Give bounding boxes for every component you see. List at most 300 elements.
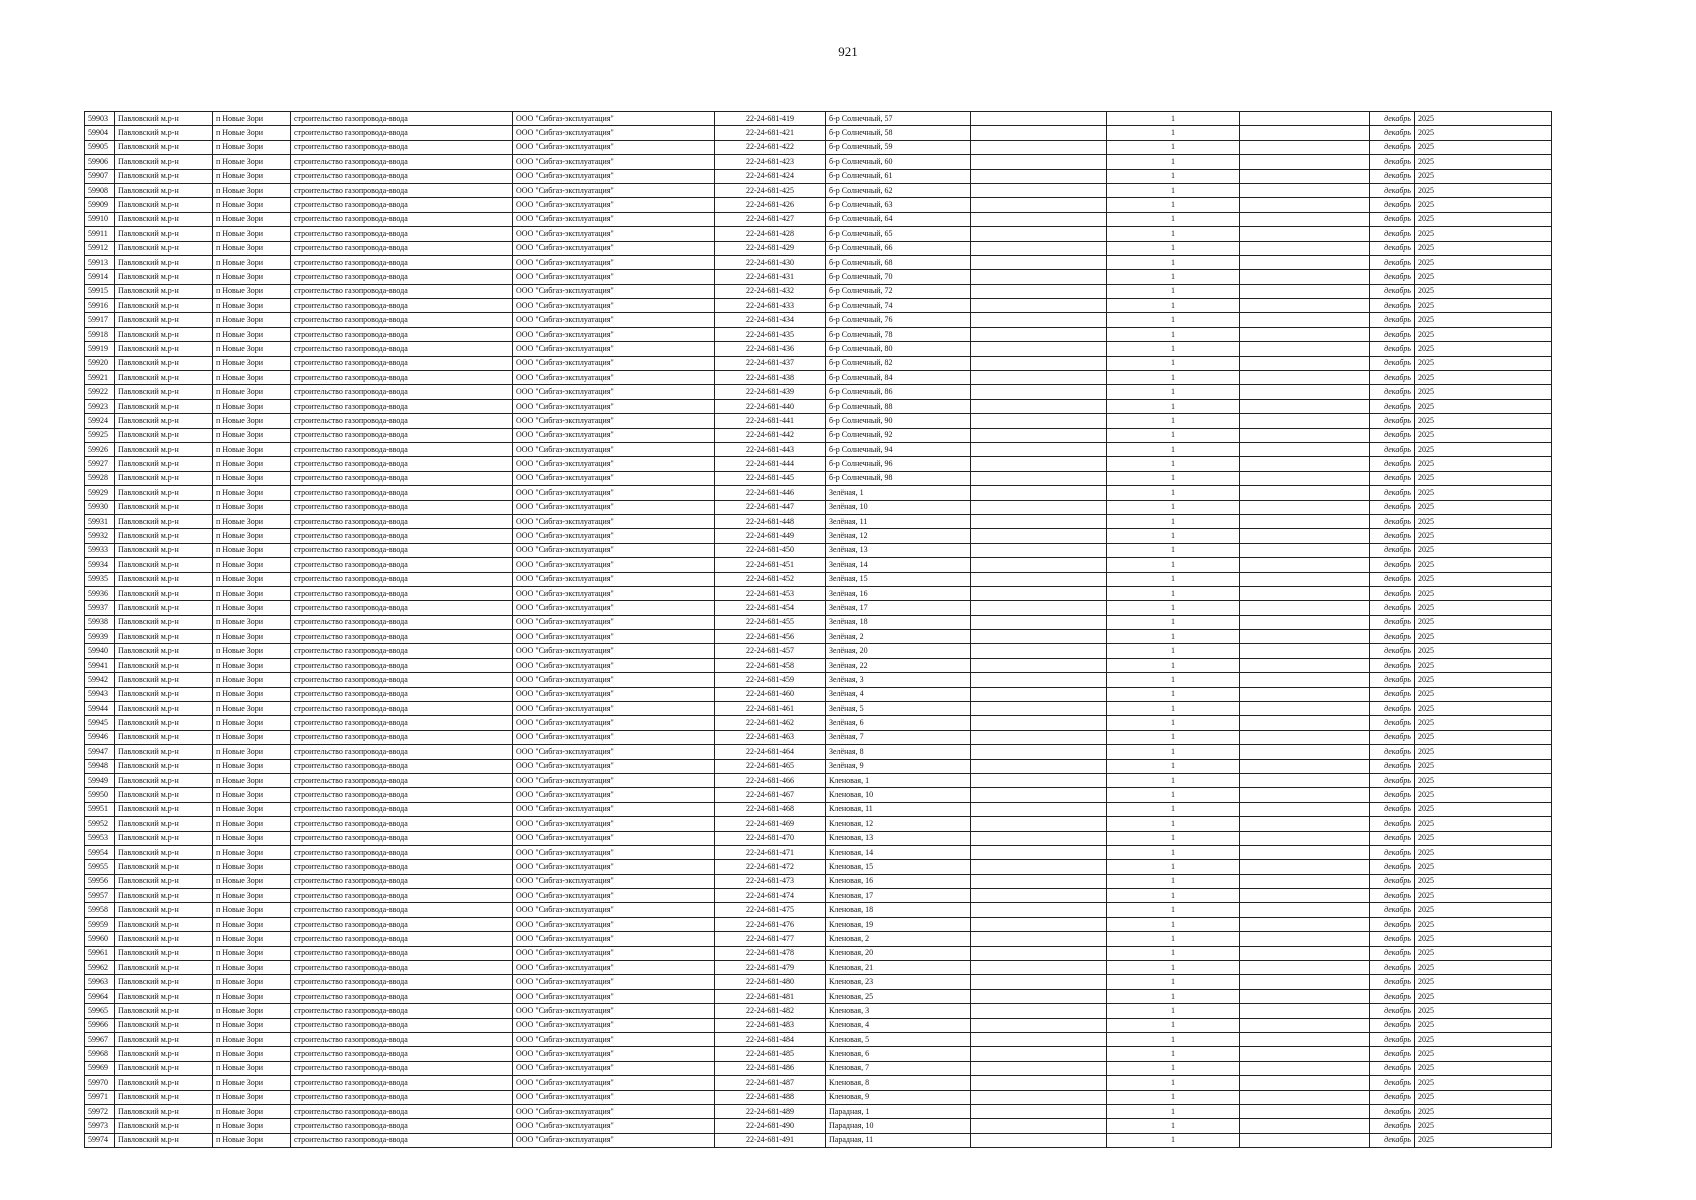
district-cell: Павловский м.р-н <box>115 442 213 456</box>
empty-cell <box>1240 702 1370 716</box>
locality-cell: п Новые Зори <box>213 514 291 528</box>
month-cell: декабрь <box>1370 112 1415 126</box>
year-cell: 2025 <box>1415 889 1552 903</box>
address-cell: Кленовая, 6 <box>826 1047 971 1061</box>
month-cell: декабрь <box>1370 385 1415 399</box>
locality-cell: п Новые Зори <box>213 1061 291 1075</box>
locality-cell: п Новые Зори <box>213 1119 291 1133</box>
organization-cell: ООО "Сибгаз-эксплуатация" <box>513 802 715 816</box>
cadastral-number-cell: 22-24-681-419 <box>715 112 826 126</box>
address-cell: Кленовая, 19 <box>826 917 971 931</box>
locality-cell: п Новые Зори <box>213 687 291 701</box>
work-type-cell: строительство газопровода-ввода <box>291 356 513 370</box>
quantity-cell: 1 <box>1107 371 1240 385</box>
month-cell: декабрь <box>1370 702 1415 716</box>
address-cell: б-р Солнечный, 94 <box>826 442 971 456</box>
quantity-cell: 1 <box>1107 586 1240 600</box>
table-row <box>85 1133 1552 1147</box>
row-number-cell: 59972 <box>85 1104 115 1118</box>
empty-cell <box>1240 486 1370 500</box>
year-cell: 2025 <box>1415 327 1552 341</box>
cadastral-number-cell: 22-24-681-444 <box>715 457 826 471</box>
year-cell: 2025 <box>1415 529 1552 543</box>
locality-cell: п Новые Зори <box>213 903 291 917</box>
table-row <box>85 169 1552 183</box>
month-cell: декабрь <box>1370 860 1415 874</box>
address-cell: Кленовая, 18 <box>826 903 971 917</box>
organization-cell: ООО "Сибгаз-эксплуатация" <box>513 687 715 701</box>
cadastral-number-cell: 22-24-681-463 <box>715 730 826 744</box>
year-cell: 2025 <box>1415 1033 1552 1047</box>
year-cell: 2025 <box>1415 572 1552 586</box>
quantity-cell: 1 <box>1107 644 1240 658</box>
locality-cell: п Новые Зори <box>213 471 291 485</box>
row-number-cell: 59940 <box>85 644 115 658</box>
cadastral-number-cell: 22-24-681-435 <box>715 327 826 341</box>
row-number-cell: 59967 <box>85 1033 115 1047</box>
work-type-cell: строительство газопровода-ввода <box>291 442 513 456</box>
year-cell: 2025 <box>1415 644 1552 658</box>
work-type-cell: строительство газопровода-ввода <box>291 342 513 356</box>
table-row <box>85 299 1552 313</box>
organization-cell: ООО "Сибгаз-эксплуатация" <box>513 1119 715 1133</box>
table-row <box>85 961 1552 975</box>
row-number-cell: 59905 <box>85 140 115 154</box>
address-cell: Кленовая, 8 <box>826 1076 971 1090</box>
quantity-cell: 1 <box>1107 630 1240 644</box>
locality-cell: п Новые Зори <box>213 759 291 773</box>
organization-cell: ООО "Сибгаз-эксплуатация" <box>513 313 715 327</box>
organization-cell: ООО "Сибгаз-эксплуатация" <box>513 514 715 528</box>
year-cell: 2025 <box>1415 874 1552 888</box>
empty-cell <box>1240 227 1370 241</box>
work-type-cell: строительство газопровода-ввода <box>291 961 513 975</box>
district-cell: Павловский м.р-н <box>115 831 213 845</box>
table-row <box>85 601 1552 615</box>
month-cell: декабрь <box>1370 572 1415 586</box>
empty-cell <box>1240 615 1370 629</box>
organization-cell: ООО "Сибгаз-эксплуатация" <box>513 442 715 456</box>
row-number-cell: 59926 <box>85 442 115 456</box>
month-cell: декабрь <box>1370 284 1415 298</box>
address-cell: Кленовая, 2 <box>826 932 971 946</box>
organization-cell: ООО "Сибгаз-эксплуатация" <box>513 831 715 845</box>
locality-cell: п Новые Зори <box>213 327 291 341</box>
address-cell: б-р Солнечный, 84 <box>826 371 971 385</box>
table-row <box>85 270 1552 284</box>
district-cell: Павловский м.р-н <box>115 903 213 917</box>
empty-cell <box>1240 1076 1370 1090</box>
district-cell: Павловский м.р-н <box>115 917 213 931</box>
district-cell: Павловский м.р-н <box>115 1133 213 1147</box>
district-cell: Павловский м.р-н <box>115 284 213 298</box>
organization-cell: ООО "Сибгаз-эксплуатация" <box>513 874 715 888</box>
locality-cell: п Новые Зори <box>213 399 291 413</box>
row-number-cell: 59956 <box>85 874 115 888</box>
table-row <box>85 155 1552 169</box>
district-cell: Павловский м.р-н <box>115 644 213 658</box>
row-number-cell: 59971 <box>85 1090 115 1104</box>
address-cell: б-р Солнечный, 57 <box>826 112 971 126</box>
address-cell: Кленовая, 16 <box>826 874 971 888</box>
address-cell: б-р Солнечный, 64 <box>826 212 971 226</box>
organization-cell: ООО "Сибгаз-эксплуатация" <box>513 788 715 802</box>
empty-cell <box>971 773 1107 787</box>
month-cell: декабрь <box>1370 788 1415 802</box>
quantity-cell: 1 <box>1107 284 1240 298</box>
cadastral-number-cell: 22-24-681-459 <box>715 673 826 687</box>
empty-cell <box>1240 299 1370 313</box>
district-cell: Павловский м.р-н <box>115 989 213 1003</box>
locality-cell: п Новые Зори <box>213 543 291 557</box>
district-cell: Павловский м.р-н <box>115 1119 213 1133</box>
empty-cell <box>971 140 1107 154</box>
quantity-cell: 1 <box>1107 342 1240 356</box>
month-cell: декабрь <box>1370 558 1415 572</box>
month-cell: декабрь <box>1370 529 1415 543</box>
quantity-cell: 1 <box>1107 946 1240 960</box>
table-row <box>85 586 1552 600</box>
district-cell: Павловский м.р-н <box>115 558 213 572</box>
work-type-cell: строительство газопровода-ввода <box>291 471 513 485</box>
cadastral-number-cell: 22-24-681-477 <box>715 932 826 946</box>
organization-cell: ООО "Сибгаз-эксплуатация" <box>513 169 715 183</box>
month-cell: декабрь <box>1370 773 1415 787</box>
work-type-cell: строительство газопровода-ввода <box>291 932 513 946</box>
locality-cell: п Новые Зори <box>213 817 291 831</box>
district-cell: Павловский м.р-н <box>115 975 213 989</box>
cadastral-number-cell: 22-24-681-421 <box>715 126 826 140</box>
registry-table <box>84 111 1552 1148</box>
empty-cell <box>1240 932 1370 946</box>
address-cell: Зелёная, 6 <box>826 716 971 730</box>
address-cell: б-р Солнечный, 98 <box>826 471 971 485</box>
month-cell: декабрь <box>1370 183 1415 197</box>
empty-cell <box>971 442 1107 456</box>
cadastral-number-cell: 22-24-681-422 <box>715 140 826 154</box>
row-number-cell: 59960 <box>85 932 115 946</box>
table-row <box>85 1090 1552 1104</box>
cadastral-number-cell: 22-24-681-484 <box>715 1033 826 1047</box>
district-cell: Павловский м.р-н <box>115 486 213 500</box>
locality-cell: п Новые Зори <box>213 183 291 197</box>
work-type-cell: строительство газопровода-ввода <box>291 255 513 269</box>
cadastral-number-cell: 22-24-681-473 <box>715 874 826 888</box>
table-row <box>85 946 1552 960</box>
month-cell: декабрь <box>1370 198 1415 212</box>
table-row <box>85 486 1552 500</box>
table-row <box>85 442 1552 456</box>
month-cell: декабрь <box>1370 255 1415 269</box>
cadastral-number-cell: 22-24-681-466 <box>715 773 826 787</box>
organization-cell: ООО "Сибгаз-эксплуатация" <box>513 385 715 399</box>
row-number-cell: 59906 <box>85 155 115 169</box>
cadastral-number-cell: 22-24-681-486 <box>715 1061 826 1075</box>
year-cell: 2025 <box>1415 457 1552 471</box>
organization-cell: ООО "Сибгаз-эксплуатация" <box>513 198 715 212</box>
year-cell: 2025 <box>1415 342 1552 356</box>
empty-cell <box>971 946 1107 960</box>
empty-cell <box>1240 989 1370 1003</box>
cadastral-number-cell: 22-24-681-488 <box>715 1090 826 1104</box>
locality-cell: п Новые Зори <box>213 644 291 658</box>
row-number-cell: 59928 <box>85 471 115 485</box>
row-number-cell: 59904 <box>85 126 115 140</box>
address-cell: Зелёная, 9 <box>826 759 971 773</box>
district-cell: Павловский м.р-н <box>115 1047 213 1061</box>
empty-cell <box>1240 572 1370 586</box>
empty-cell <box>1240 241 1370 255</box>
work-type-cell: строительство газопровода-ввода <box>291 946 513 960</box>
address-cell: Зелёная, 10 <box>826 500 971 514</box>
organization-cell: ООО "Сибгаз-эксплуатация" <box>513 356 715 370</box>
district-cell: Павловский м.р-н <box>115 255 213 269</box>
work-type-cell: строительство газопровода-ввода <box>291 371 513 385</box>
locality-cell: п Новые Зори <box>213 1090 291 1104</box>
organization-cell: ООО "Сибгаз-эксплуатация" <box>513 1047 715 1061</box>
row-number-cell: 59962 <box>85 961 115 975</box>
organization-cell: ООО "Сибгаз-эксплуатация" <box>513 270 715 284</box>
district-cell: Павловский м.р-н <box>115 730 213 744</box>
quantity-cell: 1 <box>1107 745 1240 759</box>
month-cell: декабрь <box>1370 1004 1415 1018</box>
cadastral-number-cell: 22-24-681-427 <box>715 212 826 226</box>
cadastral-number-cell: 22-24-681-440 <box>715 399 826 413</box>
work-type-cell: строительство газопровода-ввода <box>291 1033 513 1047</box>
table-row <box>85 198 1552 212</box>
quantity-cell: 1 <box>1107 903 1240 917</box>
address-cell: б-р Солнечный, 72 <box>826 284 971 298</box>
cadastral-number-cell: 22-24-681-423 <box>715 155 826 169</box>
empty-cell <box>971 1018 1107 1032</box>
quantity-cell: 1 <box>1107 1119 1240 1133</box>
row-number-cell: 59911 <box>85 227 115 241</box>
cadastral-number-cell: 22-24-681-480 <box>715 975 826 989</box>
month-cell: декабрь <box>1370 442 1415 456</box>
work-type-cell: строительство газопровода-ввода <box>291 658 513 672</box>
row-number-cell: 59915 <box>85 284 115 298</box>
locality-cell: п Новые Зори <box>213 615 291 629</box>
organization-cell: ООО "Сибгаз-эксплуатация" <box>513 1018 715 1032</box>
quantity-cell: 1 <box>1107 500 1240 514</box>
empty-cell <box>971 745 1107 759</box>
empty-cell <box>971 630 1107 644</box>
row-number-cell: 59942 <box>85 673 115 687</box>
year-cell: 2025 <box>1415 1047 1552 1061</box>
row-number-cell: 59946 <box>85 730 115 744</box>
work-type-cell: строительство газопровода-ввода <box>291 112 513 126</box>
quantity-cell: 1 <box>1107 1018 1240 1032</box>
cadastral-number-cell: 22-24-681-437 <box>715 356 826 370</box>
district-cell: Павловский м.р-н <box>115 630 213 644</box>
quantity-cell: 1 <box>1107 773 1240 787</box>
empty-cell <box>1240 198 1370 212</box>
address-cell: б-р Солнечный, 90 <box>826 414 971 428</box>
work-type-cell: строительство газопровода-ввода <box>291 673 513 687</box>
table-row <box>85 428 1552 442</box>
work-type-cell: строительство газопровода-ввода <box>291 989 513 1003</box>
work-type-cell: строительство газопровода-ввода <box>291 558 513 572</box>
quantity-cell: 1 <box>1107 1090 1240 1104</box>
month-cell: декабрь <box>1370 687 1415 701</box>
cadastral-number-cell: 22-24-681-487 <box>715 1076 826 1090</box>
cadastral-number-cell: 22-24-681-442 <box>715 428 826 442</box>
work-type-cell: строительство газопровода-ввода <box>291 874 513 888</box>
locality-cell: п Новые Зори <box>213 155 291 169</box>
quantity-cell: 1 <box>1107 759 1240 773</box>
organization-cell: ООО "Сибгаз-эксплуатация" <box>513 428 715 442</box>
work-type-cell: строительство газопровода-ввода <box>291 687 513 701</box>
work-type-cell: строительство газопровода-ввода <box>291 399 513 413</box>
row-number-cell: 59944 <box>85 702 115 716</box>
year-cell: 2025 <box>1415 212 1552 226</box>
quantity-cell: 1 <box>1107 601 1240 615</box>
address-cell: Кленовая, 13 <box>826 831 971 845</box>
empty-cell <box>1240 1018 1370 1032</box>
empty-cell <box>971 155 1107 169</box>
address-cell: Кленовая, 11 <box>826 802 971 816</box>
address-cell: б-р Солнечный, 61 <box>826 169 971 183</box>
address-cell: б-р Солнечный, 59 <box>826 140 971 154</box>
row-number-cell: 59938 <box>85 615 115 629</box>
quantity-cell: 1 <box>1107 313 1240 327</box>
empty-cell <box>971 601 1107 615</box>
address-cell: б-р Солнечный, 80 <box>826 342 971 356</box>
table-row <box>85 1047 1552 1061</box>
organization-cell: ООО "Сибгаз-эксплуатация" <box>513 500 715 514</box>
empty-cell <box>971 284 1107 298</box>
locality-cell: п Новые Зори <box>213 716 291 730</box>
cadastral-number-cell: 22-24-681-452 <box>715 572 826 586</box>
work-type-cell: строительство газопровода-ввода <box>291 198 513 212</box>
table-row <box>85 889 1552 903</box>
work-type-cell: строительство газопровода-ввода <box>291 313 513 327</box>
address-cell: б-р Солнечный, 62 <box>826 183 971 197</box>
address-cell: Зелёная, 20 <box>826 644 971 658</box>
row-number-cell: 59913 <box>85 255 115 269</box>
table-row <box>85 126 1552 140</box>
cadastral-number-cell: 22-24-681-430 <box>715 255 826 269</box>
table-row <box>85 529 1552 543</box>
work-type-cell: строительство газопровода-ввода <box>291 327 513 341</box>
district-cell: Павловский м.р-н <box>115 299 213 313</box>
district-cell: Павловский м.р-н <box>115 126 213 140</box>
quantity-cell: 1 <box>1107 1076 1240 1090</box>
work-type-cell: строительство газопровода-ввода <box>291 212 513 226</box>
empty-cell <box>971 1119 1107 1133</box>
empty-cell <box>1240 385 1370 399</box>
month-cell: декабрь <box>1370 903 1415 917</box>
month-cell: декабрь <box>1370 471 1415 485</box>
organization-cell: ООО "Сибгаз-эксплуатация" <box>513 730 715 744</box>
locality-cell: п Новые Зори <box>213 255 291 269</box>
empty-cell <box>1240 831 1370 845</box>
district-cell: Павловский м.р-н <box>115 1061 213 1075</box>
cadastral-number-cell: 22-24-681-478 <box>715 946 826 960</box>
month-cell: декабрь <box>1370 313 1415 327</box>
address-cell: Зелёная, 17 <box>826 601 971 615</box>
organization-cell: ООО "Сибгаз-эксплуатация" <box>513 543 715 557</box>
cadastral-number-cell: 22-24-681-448 <box>715 514 826 528</box>
quantity-cell: 1 <box>1107 932 1240 946</box>
table-row <box>85 658 1552 672</box>
district-cell: Павловский м.р-н <box>115 1004 213 1018</box>
table-row <box>85 1076 1552 1090</box>
year-cell: 2025 <box>1415 615 1552 629</box>
empty-cell <box>1240 788 1370 802</box>
quantity-cell: 1 <box>1107 227 1240 241</box>
month-cell: декабрь <box>1370 500 1415 514</box>
organization-cell: ООО "Сибгаз-эксплуатация" <box>513 112 715 126</box>
quantity-cell: 1 <box>1107 112 1240 126</box>
row-number-cell: 59912 <box>85 241 115 255</box>
empty-cell <box>971 961 1107 975</box>
district-cell: Павловский м.р-н <box>115 169 213 183</box>
address-cell: Зелёная, 8 <box>826 745 971 759</box>
work-type-cell: строительство газопровода-ввода <box>291 529 513 543</box>
empty-cell <box>971 486 1107 500</box>
table-row <box>85 385 1552 399</box>
empty-cell <box>971 1104 1107 1118</box>
district-cell: Павловский м.р-н <box>115 399 213 413</box>
table-row <box>85 817 1552 831</box>
month-cell: декабрь <box>1370 1090 1415 1104</box>
work-type-cell: строительство газопровода-ввода <box>291 1090 513 1104</box>
month-cell: декабрь <box>1370 932 1415 946</box>
district-cell: Павловский м.р-н <box>115 601 213 615</box>
cadastral-number-cell: 22-24-681-426 <box>715 198 826 212</box>
address-cell: Кленовая, 21 <box>826 961 971 975</box>
row-number-cell: 59969 <box>85 1061 115 1075</box>
locality-cell: п Новые Зори <box>213 1133 291 1147</box>
cadastral-number-cell: 22-24-681-461 <box>715 702 826 716</box>
table-row <box>85 831 1552 845</box>
work-type-cell: строительство газопровода-ввода <box>291 457 513 471</box>
row-number-cell: 59907 <box>85 169 115 183</box>
district-cell: Павловский м.р-н <box>115 371 213 385</box>
organization-cell: ООО "Сибгаз-эксплуатация" <box>513 1076 715 1090</box>
cadastral-number-cell: 22-24-681-455 <box>715 615 826 629</box>
district-cell: Павловский м.р-н <box>115 270 213 284</box>
empty-cell <box>1240 457 1370 471</box>
month-cell: декабрь <box>1370 586 1415 600</box>
empty-cell <box>1240 716 1370 730</box>
empty-cell <box>971 169 1107 183</box>
district-cell: Павловский м.р-н <box>115 356 213 370</box>
quantity-cell: 1 <box>1107 845 1240 859</box>
empty-cell <box>971 255 1107 269</box>
empty-cell <box>1240 730 1370 744</box>
district-cell: Павловский м.р-н <box>115 500 213 514</box>
table-row <box>85 1104 1552 1118</box>
empty-cell <box>1240 356 1370 370</box>
district-cell: Павловский м.р-н <box>115 529 213 543</box>
quantity-cell: 1 <box>1107 212 1240 226</box>
locality-cell: п Новые Зори <box>213 946 291 960</box>
locality-cell: п Новые Зори <box>213 586 291 600</box>
quantity-cell: 1 <box>1107 788 1240 802</box>
district-cell: Павловский м.р-н <box>115 860 213 874</box>
empty-cell <box>1240 399 1370 413</box>
work-type-cell: строительство газопровода-ввода <box>291 169 513 183</box>
empty-cell <box>1240 183 1370 197</box>
year-cell: 2025 <box>1415 932 1552 946</box>
empty-cell <box>971 730 1107 744</box>
cadastral-number-cell: 22-24-681-460 <box>715 687 826 701</box>
work-type-cell: строительство газопровода-ввода <box>291 183 513 197</box>
district-cell: Павловский м.р-н <box>115 932 213 946</box>
empty-cell <box>1240 773 1370 787</box>
